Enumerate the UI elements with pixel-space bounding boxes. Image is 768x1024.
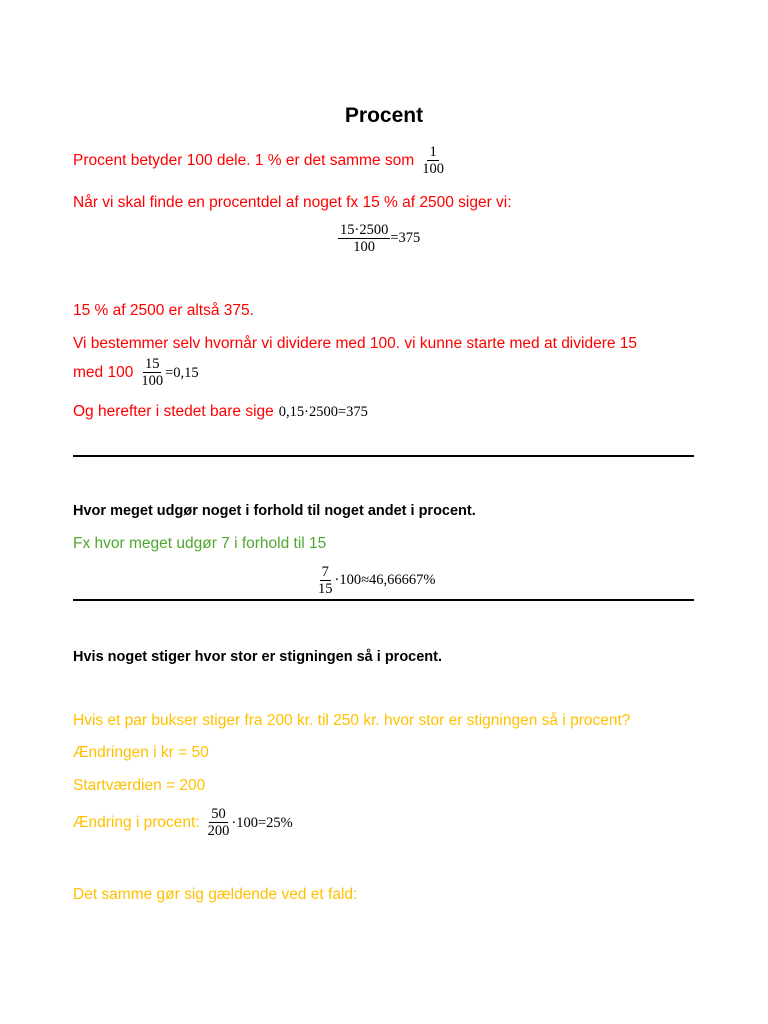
equation-result: =0,15 [165, 364, 199, 381]
equation-result: ·100=25% [231, 814, 293, 831]
fraction-numerator: 15 [144, 356, 160, 372]
fraction-numerator: 15·2500 [340, 222, 389, 238]
equation-fraction [316, 564, 335, 597]
equation-15-over-100 [139, 356, 198, 389]
herefter-line [73, 402, 368, 422]
equation-7-of-15 [316, 564, 436, 597]
definition-text: Procent betyder 100 dele. 1 % er det samme som [73, 151, 415, 169]
change-kr-line: Ændringen i kr = 50 [73, 744, 209, 761]
divider-2 [73, 599, 694, 601]
fall-line: Det samme gør sig gældende ved et fald: [73, 886, 358, 903]
equation-fraction [139, 356, 165, 389]
equation-fraction [338, 222, 390, 255]
equation-result: =375 [390, 230, 421, 246]
fraction-denominator: 15 [318, 581, 333, 597]
one-percent-fraction [420, 144, 446, 177]
change-percent-text: Ændring i procent: [73, 813, 200, 831]
fraction-denominator: 100 [141, 373, 164, 389]
equation-15-of-2500 [338, 222, 420, 255]
divide-explanation: Vi bestemmer selv hvornår vi dividere med 100. vi kunne starte med at dividere 15 [73, 335, 638, 352]
equation-result: ·100≈46,66667% [334, 572, 436, 588]
fraction-denominator: 100 [422, 161, 444, 177]
divide-line [73, 356, 199, 389]
divide-text: med 100 [73, 363, 134, 381]
fraction-denominator: 200 [207, 823, 230, 839]
fraction-numerator: 7 [321, 564, 329, 580]
change-percent-line [73, 806, 293, 839]
herefter-text: Og herefter i stedet bare sige [73, 403, 274, 420]
fraction-numerator: 50 [211, 806, 226, 822]
fraction-numerator: 1 [429, 144, 437, 160]
start-value-line: Startværdien = 200 [73, 777, 206, 794]
equation-fraction [206, 806, 232, 839]
definition-line [73, 144, 446, 177]
divider-1 [73, 455, 694, 457]
procentdel-intro: Når vi skal finde en procentdel af noget fx 15 % af 2500 siger vi: [73, 194, 512, 211]
equation-decimal: 0,15·2500=375 [278, 404, 368, 420]
section2-example: Fx hvor meget udgør 7 i forhold til 15 [73, 535, 327, 552]
section2-heading: Hvor meget udgør noget i forhold til noget andet i procent. [73, 503, 476, 519]
equation-50-over-200 [206, 806, 293, 839]
section3-question: Hvis et par bukser stiger fra 200 kr. til 250 kr. hvor stor er stigningen så i procent? [73, 712, 631, 729]
page-title: Procent [344, 104, 424, 127]
section3-heading: Hvis noget stiger hvor stor er stigningen så i procent. [73, 649, 443, 665]
fraction-denominator: 100 [353, 239, 376, 255]
result-line: 15 % af 2500 er altså 375. [73, 302, 254, 319]
